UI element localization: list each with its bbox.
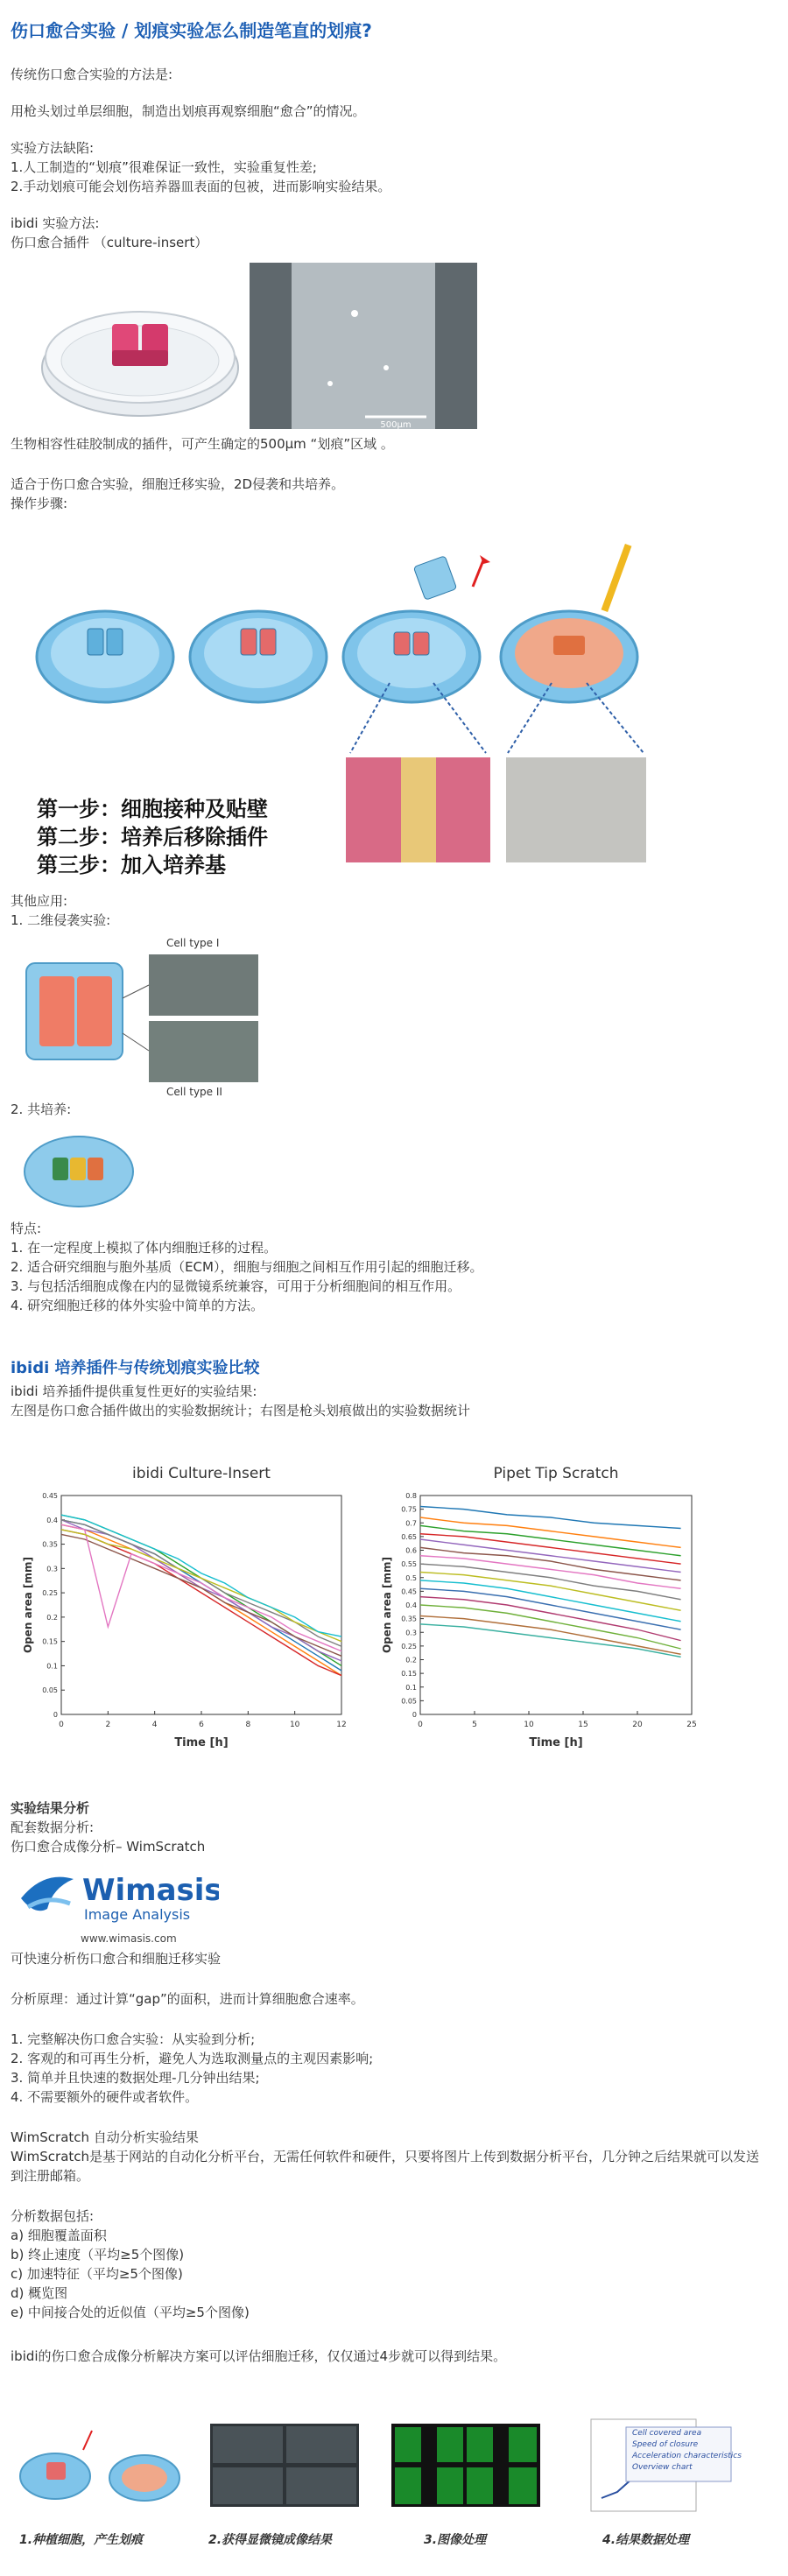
x-axis-label: Time [h] bbox=[529, 1736, 583, 1749]
step-1-label: 第一步：细胞接种及贴壁 bbox=[37, 797, 268, 821]
cell-type-2-image bbox=[149, 1021, 258, 1082]
drawback-2: 2.手动划痕可能会划伤培养器皿表面的包被，进而影响实验结果。 bbox=[11, 179, 391, 194]
feature-4: 4. 研究细胞迁移的体外实验中简单的方法。 bbox=[11, 1298, 264, 1313]
x-tick-label: 0 bbox=[59, 1721, 64, 1729]
data-item-c: c) 加速特征（平均≥5个图像) bbox=[11, 2266, 183, 2282]
compare-line-2: 左图是伤口愈合插件做出的实验数据统计；右图是枪头划痕做出的实验数据统计 bbox=[11, 1403, 471, 1418]
data-item-b: b) 终止速度（平均≥5个图像) bbox=[11, 2247, 185, 2263]
x-tick-label: 4 bbox=[151, 1721, 158, 1729]
y-tick-label: 0.4 bbox=[46, 1516, 58, 1524]
chart-title: Pipet Tip Scratch bbox=[493, 1465, 619, 1482]
step-labels bbox=[37, 795, 352, 879]
logo-subtitle: Image Analysis bbox=[84, 1906, 191, 1923]
intro-section bbox=[11, 65, 777, 252]
applicable-text: 适合于伤口愈合实验，细胞迁移实验，2D侵袭和共培养。 bbox=[11, 476, 345, 492]
y-tick-label: 0.1 bbox=[46, 1662, 58, 1671]
y-tick-label: 0.1 bbox=[405, 1683, 417, 1692]
co-culture-illustration bbox=[18, 1119, 140, 1215]
step-3-label: 第三步：加入培养基 bbox=[37, 853, 226, 877]
legend-item-3: Acceleration characteristics bbox=[632, 2452, 742, 2460]
auto-title: WimScratch 自动分析实验结果 bbox=[11, 2129, 199, 2145]
x-tick-label: 10 bbox=[524, 1721, 534, 1729]
legend-item-2: Speed of closure bbox=[632, 2440, 699, 2449]
scale-bar-label: 500µm bbox=[380, 420, 412, 429]
y-tick-label: 0.25 bbox=[401, 1642, 417, 1650]
cell-type-2-label: Cell type II bbox=[166, 1086, 222, 1098]
intro-method: 用枪头划过单层细胞，制造出划痕再观察细胞“愈合”的情况。 bbox=[11, 103, 366, 119]
workflow-step-2-image bbox=[210, 2424, 359, 2507]
analysis-summary: ibidi的伤口愈合成像分析解决方案可以评估细胞迁移，仅仅通过4步就可以得到结果。 bbox=[11, 2348, 507, 2364]
feature-2: 2. 适合研究细胞与胞外基质（ECM），细胞与细胞之间相互作用引起的细胞迁移。 bbox=[11, 1259, 483, 1275]
page-title: 伤口愈合实验 / 划痕实验怎么制造笔直的划痕? bbox=[11, 20, 372, 41]
other-apps bbox=[11, 891, 777, 930]
logo-url: www.wimasis.com bbox=[81, 1932, 177, 1945]
auto-desc: WimScratch是基于网站的自动化分析平台，无需任何软件和硬件，只要将图片上传到数据分析平台，几分钟之后结果就可以发送到注册邮箱。 bbox=[11, 2149, 760, 2184]
y-tick-label: 0.35 bbox=[401, 1615, 417, 1623]
workflow-label-2: 2.获得显微镜成像结果 bbox=[208, 2533, 333, 2547]
analysis-point-1: 1. 完整解决伤口愈合实验：从实验到分析; bbox=[11, 2031, 256, 2047]
x-tick-label: 20 bbox=[632, 1721, 643, 1729]
legend-item-4: Overview chart bbox=[632, 2463, 693, 2472]
y-tick-label: 0.4 bbox=[405, 1601, 417, 1609]
features-section bbox=[11, 1219, 777, 1315]
y-axis-label: Open area [mm] bbox=[22, 1556, 34, 1654]
other-item-1: 1. 二维侵袭实验: bbox=[11, 912, 111, 928]
y-tick-label: 0.3 bbox=[46, 1565, 58, 1573]
gap-photo-step-4 bbox=[506, 757, 646, 862]
workflow-label-1: 1.种植细胞，产生划痕 bbox=[19, 2533, 144, 2547]
insert-desc: 生物相容性硅胶制成的插件，可产生确定的500µm “划痕”区域 。 bbox=[11, 436, 394, 452]
step-2-label: 第二步：培养后移除插件 bbox=[37, 825, 268, 849]
dish-step-2 bbox=[190, 611, 327, 702]
x-tick-label: 8 bbox=[245, 1721, 251, 1729]
analysis-sub-2: 伤口愈合成像分析– WimScratch bbox=[11, 1839, 206, 1855]
y-tick-label: 0.35 bbox=[42, 1540, 58, 1549]
y-tick-label: 0.15 bbox=[42, 1637, 58, 1646]
cell-type-1-label: Cell type I bbox=[166, 937, 220, 949]
y-tick-label: 0.75 bbox=[401, 1505, 417, 1514]
analysis-sub-1: 配套数据分析: bbox=[11, 1819, 95, 1835]
compare-line-1: ibidi 培养插件提供重复性更好的实验结果: bbox=[11, 1383, 257, 1399]
chart-culture-insert bbox=[9, 1453, 359, 1760]
legend-item-1: Cell covered area bbox=[632, 2429, 702, 2438]
y-tick-label: 0.05 bbox=[401, 1697, 417, 1706]
dish-step-4 bbox=[501, 544, 637, 702]
analysis-point-3: 3. 简单并且快速的数据处理-几分钟出结果; bbox=[11, 2070, 260, 2086]
y-tick-label: 0.45 bbox=[401, 1587, 417, 1596]
y-tick-label: 0 bbox=[53, 1711, 58, 1719]
x-tick-label: 5 bbox=[472, 1721, 477, 1729]
data-title: 分析数据包括: bbox=[11, 2208, 95, 2224]
x-tick-label: 0 bbox=[418, 1721, 423, 1729]
wimasis-logo bbox=[18, 1865, 219, 1949]
chart-title: ibidi Culture-Insert bbox=[132, 1465, 271, 1482]
insert-info bbox=[11, 434, 777, 513]
y-tick-label: 0.2 bbox=[405, 1656, 417, 1665]
x-tick-label: 6 bbox=[199, 1721, 204, 1729]
x-tick-label: 15 bbox=[578, 1721, 588, 1729]
co-culture-label: 2. 共培养: bbox=[11, 1101, 72, 1117]
y-tick-label: 0.6 bbox=[405, 1546, 417, 1555]
data-item-d: d) 概览图 bbox=[11, 2285, 68, 2301]
workflow-step-1-image bbox=[20, 2431, 179, 2501]
drawback-1: 1.人工制造的“划痕”很难保证一致性，实验重复性差; bbox=[11, 159, 317, 175]
x-axis-label: Time [h] bbox=[174, 1736, 229, 1749]
intro-traditional: 传统伤口愈合实验的方法是: bbox=[11, 67, 173, 82]
workflow-label-4: 4.结果数据处理 bbox=[602, 2533, 690, 2547]
dish-step-1 bbox=[37, 611, 173, 702]
dish-step-3 bbox=[343, 555, 490, 702]
y-tick-label: 0.25 bbox=[42, 1589, 58, 1598]
y-tick-label: 0 bbox=[412, 1711, 417, 1719]
analysis-body bbox=[11, 1949, 777, 2366]
x-tick-label: 10 bbox=[289, 1721, 300, 1729]
data-item-a: a) 细胞覆盖面积 bbox=[11, 2228, 107, 2243]
x-tick-label: 2 bbox=[105, 1721, 111, 1729]
drawbacks-title: 实验方法缺陷: bbox=[11, 140, 95, 156]
workflow-step-3-image bbox=[391, 2424, 540, 2507]
y-tick-label: 0.7 bbox=[405, 1519, 417, 1528]
feature-1: 1. 在一定程度上模拟了体内细胞迁移的过程。 bbox=[11, 1240, 278, 1256]
y-tick-label: 0.15 bbox=[401, 1670, 417, 1679]
x-tick-label: 12 bbox=[336, 1721, 347, 1729]
logo-text: Wimasis bbox=[82, 1873, 219, 1908]
compare-section bbox=[11, 1359, 777, 1420]
y-tick-label: 0.45 bbox=[42, 1492, 58, 1500]
analysis-desc: 可快速分析伤口愈合和细胞迁移实验 bbox=[11, 1951, 222, 1967]
y-tick-label: 0.05 bbox=[42, 1686, 58, 1695]
microscope-gap-image bbox=[250, 263, 477, 429]
y-tick-label: 0.3 bbox=[405, 1629, 417, 1637]
analysis-point-2: 2. 客观的和可再生分析，避免人为选取测量点的主观因素影响; bbox=[11, 2051, 374, 2066]
workflow-label-3: 3.图像处理 bbox=[424, 2533, 487, 2547]
y-tick-label: 0.2 bbox=[46, 1613, 58, 1622]
y-tick-label: 0.5 bbox=[405, 1573, 417, 1582]
analysis-principle: 分析原理：通过计算“gap”的面积，进而计算细胞愈合速率。 bbox=[11, 1991, 364, 2007]
features-title: 特点: bbox=[11, 1221, 42, 1236]
invasion-illustration bbox=[18, 937, 271, 1103]
y-tick-label: 0.8 bbox=[405, 1492, 417, 1500]
x-tick-label: 25 bbox=[686, 1721, 697, 1729]
y-tick-label: 0.55 bbox=[401, 1560, 417, 1569]
chart-pipet-scratch bbox=[368, 1453, 709, 1760]
y-tick-label: 0.65 bbox=[401, 1532, 417, 1541]
insert-name: 伤口愈合插件 （culture-insert） bbox=[11, 235, 208, 250]
insert-dish-photo bbox=[35, 263, 245, 429]
y-axis-label: Open area [mm] bbox=[381, 1556, 393, 1654]
data-item-e: e) 中间接合处的近似值（平均≥5个图像) bbox=[11, 2305, 250, 2320]
analysis-point-4: 4. 不需要额外的硬件或者软件。 bbox=[11, 2089, 199, 2105]
ibidi-method-label: ibidi 实验方法: bbox=[11, 215, 100, 231]
compare-title: ibidi 培养插件与传统划痕实验比较 bbox=[11, 1359, 260, 1377]
feature-3: 3. 与包括活细胞成像在内的显微镜系统兼容，可用于分析细胞间的相互作用。 bbox=[11, 1278, 461, 1294]
workflow-legend bbox=[632, 2428, 742, 2474]
analysis-title: 实验结果分析 bbox=[11, 1800, 90, 1816]
analysis-section bbox=[11, 1798, 777, 1856]
other-title: 其他应用: bbox=[11, 893, 68, 909]
cell-type-1-image bbox=[149, 954, 258, 1016]
steps-label: 操作步骤: bbox=[11, 496, 68, 511]
